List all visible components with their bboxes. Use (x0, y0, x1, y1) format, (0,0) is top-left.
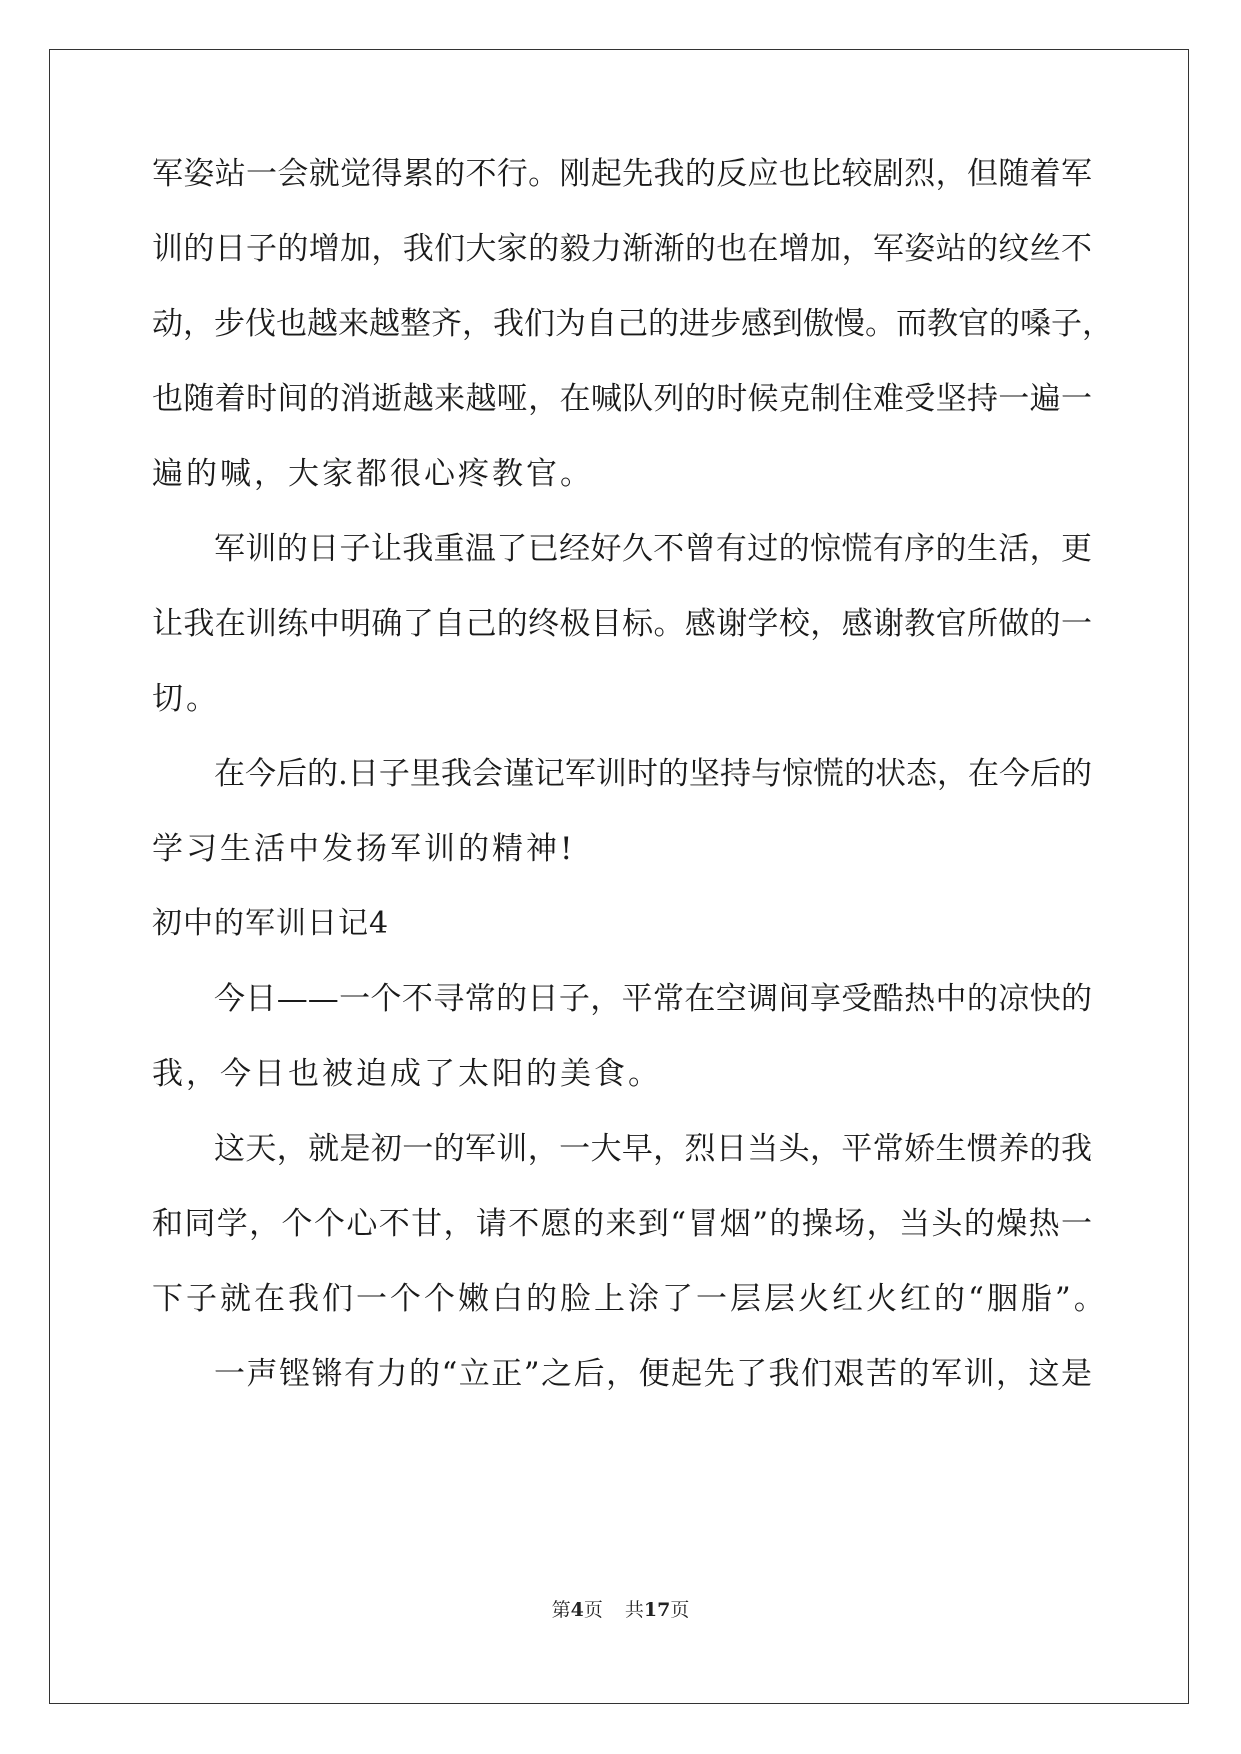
paragraph-line: 这天，就是初一的军训，一大早，烈日当头，平常娇生惯养的我 (214, 1131, 1092, 1167)
page-border (49, 49, 1189, 1704)
total-suffix: 页 (670, 1599, 690, 1621)
page-current: 4 (570, 1599, 584, 1621)
paragraph-line: 下子就在我们一个个嫩白的脸上涂了一层层火红火红的“胭脂”。 (152, 1281, 1108, 1317)
paragraph-line: 训的日子的增加，我们大家的毅力渐渐的也在增加，军姿站的纹丝不 (152, 231, 1092, 267)
page-footer (0, 1598, 1241, 1622)
paragraph-line: 让我在训练中明确了自己的终极目标。感谢学校，感谢教官所做的一 (152, 606, 1092, 642)
paragraph-line: 一声铿锵有力的“立正”之后，便起先了我们艰苦的军训，这是 (214, 1356, 1092, 1392)
paragraph-line: 也随着时间的消逝越来越哑，在喊队列的时候克制住难受坚持一遍一 (152, 381, 1092, 417)
page-prefix: 第 (551, 1599, 571, 1621)
paragraph-line: 遍的喊，大家都很心疼教官。 (152, 456, 594, 492)
paragraph-line: 今日——一个不寻常的日子，平常在空调间享受酷热中的凉快的 (214, 981, 1092, 1017)
paragraph-line: 在今后的.日子里我会谨记军训时的坚持与惊慌的状态，在今后的 (214, 756, 1092, 792)
paragraph-line: 军姿站一会就觉得累的不行。刚起先我的反应也比较剧烈，但随着军 (152, 156, 1092, 192)
page-suffix: 页 (583, 1599, 603, 1621)
paragraph-line: 动，步伐也越来越整齐，我们为自己的进步感到傲慢。而教官的嗓子， (152, 306, 1113, 342)
paragraph-line: 军训的日子让我重温了已经好久不曾有过的惊慌有序的生活，更 (214, 531, 1092, 567)
page-total: 17 (643, 1599, 671, 1621)
section-heading: 初中的军训日记4 (152, 906, 390, 941)
paragraph-line: 和同学，个个心不甘，请不愿的来到“冒烟”的操场，当头的燥热一 (152, 1206, 1092, 1242)
paragraph-line: 我，今日也被迫成了太阳的美食。 (152, 1056, 662, 1092)
paragraph-line: 切。 (152, 681, 220, 717)
total-prefix: 共 (624, 1599, 644, 1621)
paragraph-line: 学习生活中发扬军训的精神! (152, 831, 576, 867)
